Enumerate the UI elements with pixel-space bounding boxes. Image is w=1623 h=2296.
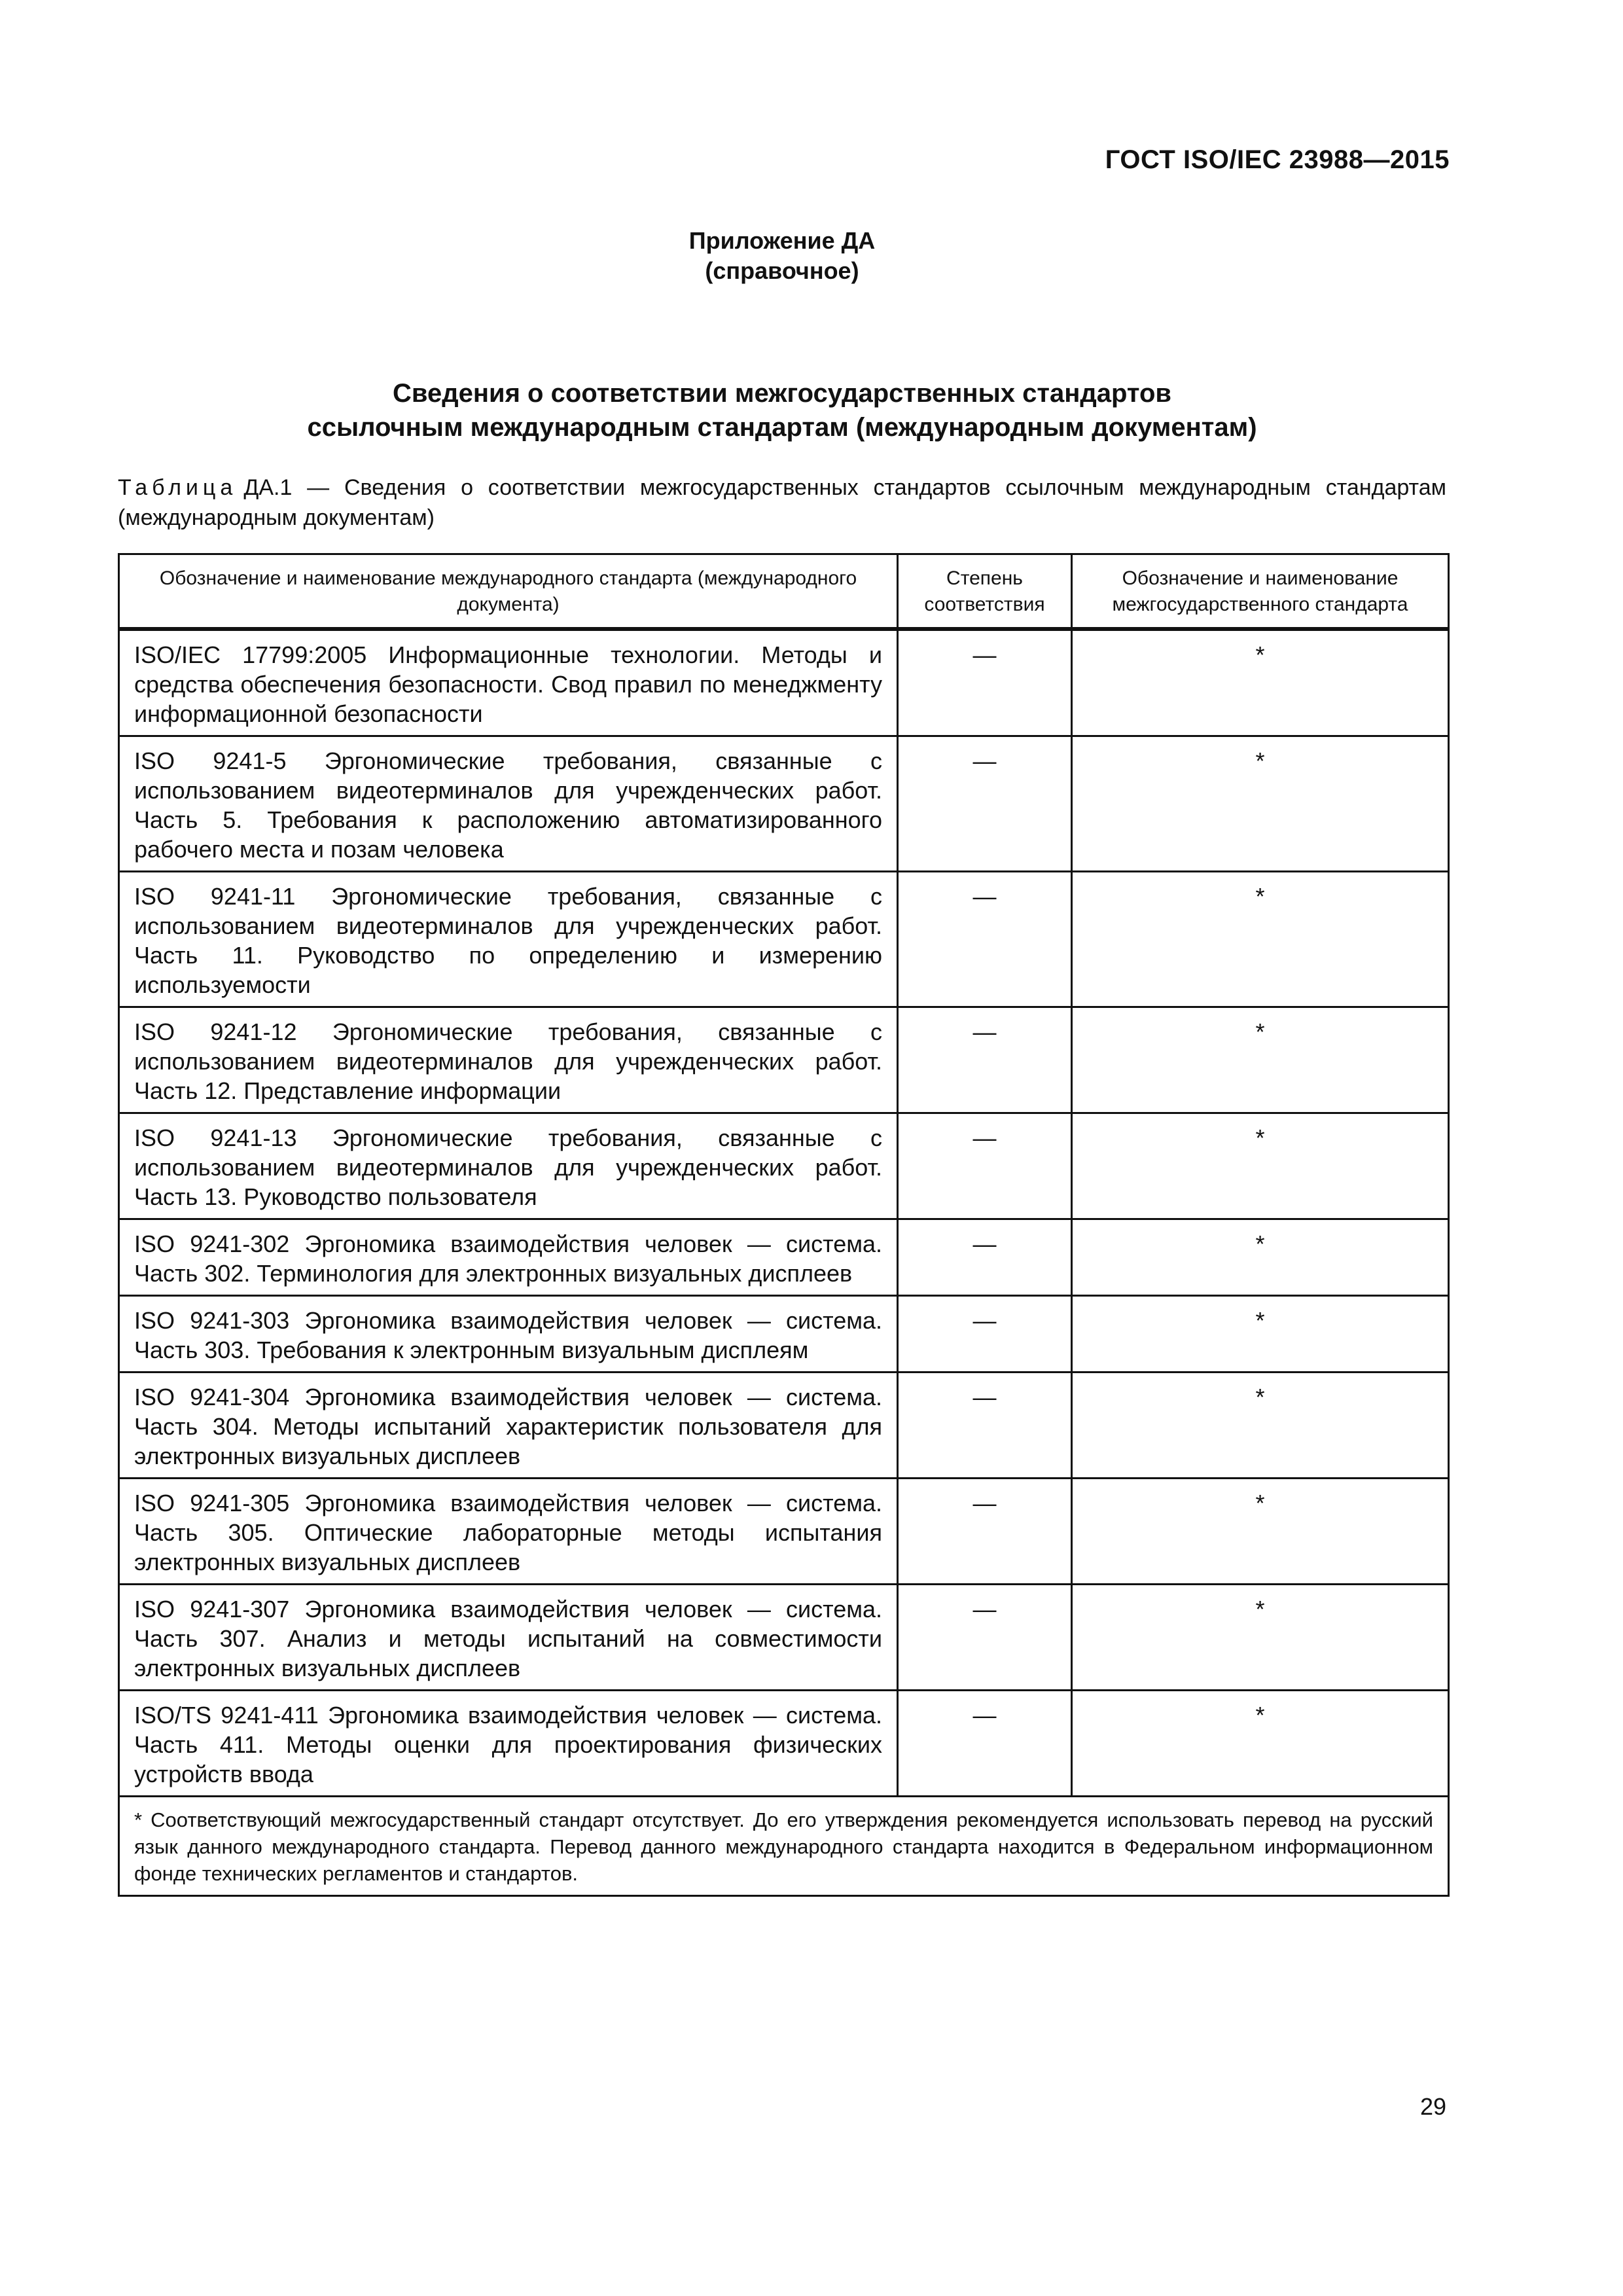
table-row: [119, 1219, 1449, 1296]
cell-degree: —: [898, 872, 1072, 1007]
cell-interstate-standard: *: [1072, 872, 1449, 1007]
cell-interstate-standard: *: [1072, 1007, 1449, 1113]
appendix-heading: [0, 226, 1564, 286]
cell-standard-name: ISO 9241-304 Эргономика взаимодействия человек — система. Часть 304. Методы испытаний характеристик пользователя для электронных визуальных дисплеев: [119, 1372, 898, 1479]
header-international-standard: Обозначение и наименование международного стандарта (международного документа): [119, 554, 898, 630]
appendix-title: Приложение ДА: [688, 227, 876, 254]
cell-degree: —: [898, 1479, 1072, 1585]
appendix-subtitle: (справочное): [705, 257, 859, 284]
cell-standard-name: ISO 9241-305 Эргономика взаимодействия человек — система. Часть 305. Оптические лабораторные методы испытания электронных визуальных дисплеев: [119, 1479, 898, 1585]
cell-standard-name: ISO/TS 9241-411 Эргономика взаимодействия человек — система. Часть 411. Методы оценки для проектирования физических устройств ввода: [119, 1691, 898, 1797]
cell-standard-name: ISO 9241-303 Эргономика взаимодействия человек — система. Часть 303. Требования к электронным визуальным дисплеям: [119, 1296, 898, 1372]
table-row: [119, 736, 1449, 872]
cell-standard-name: ISO 9241-5 Эргономические требования, связанные с использованием видеотерминалов для учрежденческих работ. Часть 5. Требования к расположению автоматизированного рабочего места и позам человека: [119, 736, 898, 872]
section-title: [0, 376, 1564, 444]
cell-interstate-standard: *: [1072, 736, 1449, 872]
table-footnote-row: [119, 1797, 1449, 1896]
cell-interstate-standard: *: [1072, 1296, 1449, 1372]
table-row: [119, 1296, 1449, 1372]
table-header-row: [119, 554, 1449, 630]
document-code: ГОСТ ISO/IEC 23988—2015: [1105, 145, 1450, 174]
table-row: [119, 1113, 1449, 1219]
cell-degree: —: [898, 1007, 1072, 1113]
cell-interstate-standard: *: [1072, 1219, 1449, 1296]
cell-interstate-standard: *: [1072, 1585, 1449, 1691]
cell-standard-name: ISO 9241-12 Эргономические требования, связанные с использованием видеотерминалов для учрежденческих работ. Часть 12. Представление информации: [119, 1007, 898, 1113]
cell-interstate-standard: *: [1072, 1372, 1449, 1479]
table-caption-text: ДА.1 — Сведения о соответствии межгосударственных стандартов ссылочным международным стандартам (международным документам): [118, 475, 1446, 530]
cell-standard-name: ISO 9241-13 Эргономические требования, связанные с использованием видеотерминалов для учрежденческих работ. Часть 13. Руководство пользователя: [119, 1113, 898, 1219]
table-footnote: * Соответствующий межгосударственный стандарт отсутствует. До его утверждения рекомендуется использовать перевод на русский язык данного международного стандарта. Перевод данного международного стандарта находится в Федеральном информационном фонде технических регламентов и стандартов.: [119, 1797, 1449, 1896]
cell-standard-name: ISO 9241-302 Эргономика взаимодействия человек — система. Часть 302. Терминология для электронных визуальных дисплеев: [119, 1219, 898, 1296]
cell-degree: —: [898, 1585, 1072, 1691]
cell-standard-name: ISO/IEC 17799:2005 Информационные технологии. Методы и средства обеспечения безопасности. Свод правил по менеджменту информационной безопасности: [119, 629, 898, 736]
cell-standard-name: ISO 9241-11 Эргономические требования, связанные с использованием видеотерминалов для учрежденческих работ. Часть 11. Руководство по определению и измерению используемости: [119, 872, 898, 1007]
cell-degree: —: [898, 1113, 1072, 1219]
table-caption-label: Таблица: [118, 475, 238, 500]
table-row: [119, 1585, 1449, 1691]
section-title-line-1: Сведения о соответствии межгосударственных стандартов: [393, 379, 1171, 408]
cell-degree: —: [898, 1372, 1072, 1479]
table-caption: [118, 473, 1446, 533]
cell-interstate-standard: *: [1072, 1113, 1449, 1219]
cell-standard-name: ISO 9241-307 Эргономика взаимодействия человек — система. Часть 307. Анализ и методы испытаний на совместимости электронных визуальных дисплеев: [119, 1585, 898, 1691]
cell-interstate-standard: *: [1072, 1691, 1449, 1797]
table-row: [119, 1691, 1449, 1797]
header-degree: Степень соответствия: [898, 554, 1072, 630]
table-row: [119, 629, 1449, 736]
page-number: 29: [1419, 2093, 1446, 2120]
standards-table: [118, 553, 1450, 1897]
cell-degree: —: [898, 1691, 1072, 1797]
cell-interstate-standard: *: [1072, 629, 1449, 736]
header-interstate-standard: Обозначение и наименование межгосударственного стандарта: [1072, 554, 1449, 630]
table-row: [119, 1007, 1449, 1113]
table-row: [119, 1479, 1449, 1585]
table-row: [119, 1372, 1449, 1479]
section-title-line-2: ссылочным международным стандартам (международным документам): [307, 413, 1257, 442]
table-row: [119, 872, 1449, 1007]
cell-degree: —: [898, 629, 1072, 736]
cell-degree: —: [898, 1296, 1072, 1372]
cell-interstate-standard: *: [1072, 1479, 1449, 1585]
cell-degree: —: [898, 1219, 1072, 1296]
cell-degree: —: [898, 736, 1072, 872]
